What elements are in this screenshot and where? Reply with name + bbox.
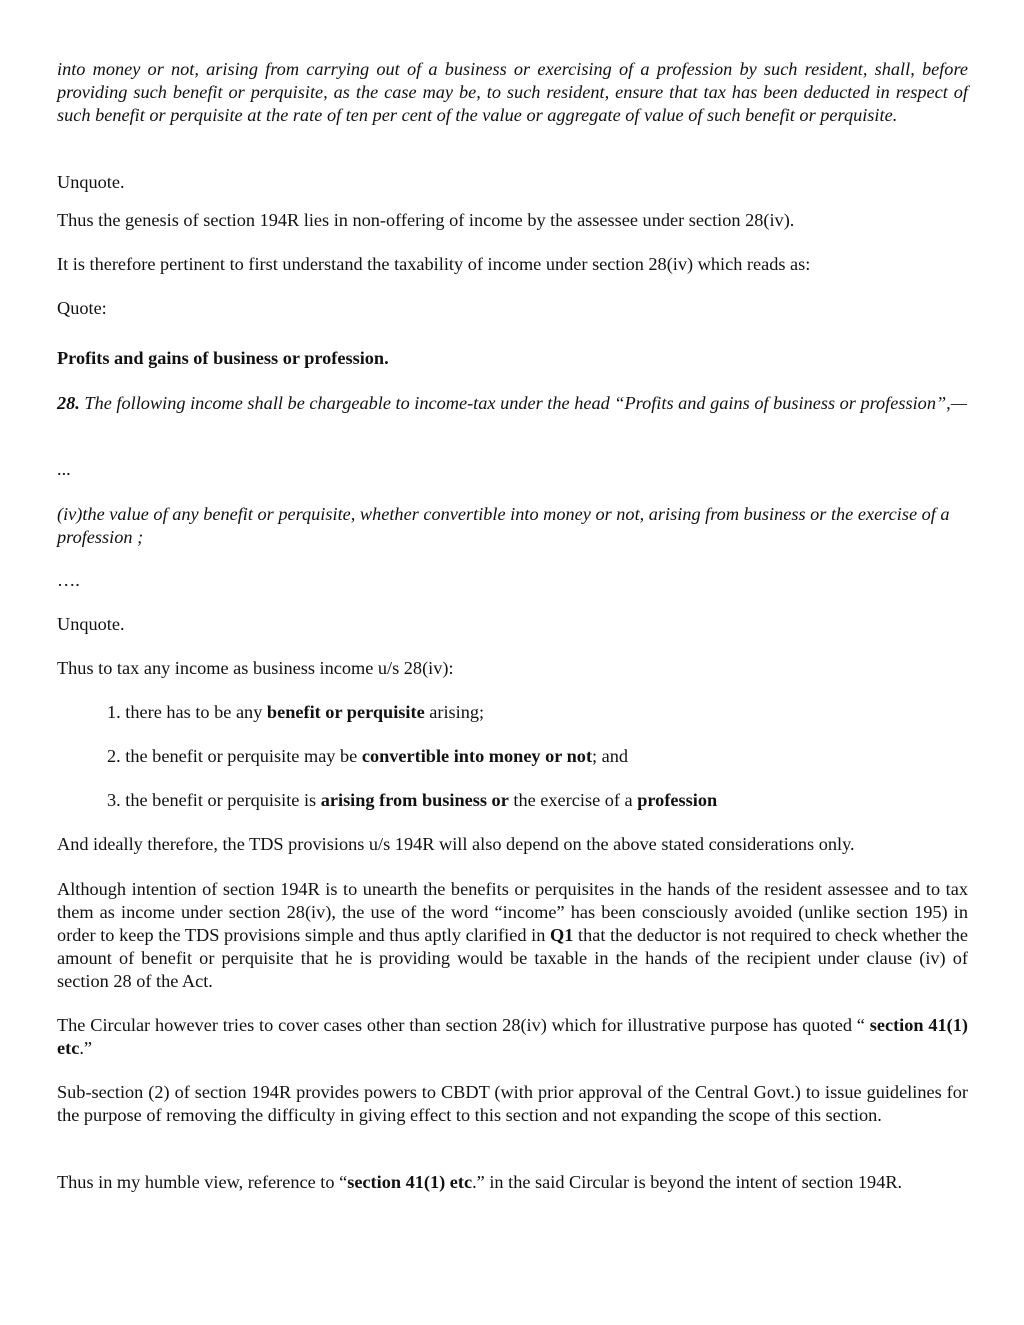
- section-28-paragraph: [57, 392, 968, 415]
- humble-view-paragraph: Thus in my humble view, reference to “section 41(1) etc.” in the said Circular is beyond the intent of section 194R.: [57, 1172, 903, 1192]
- condition-item-3: 3. the benefit or perquisite is arising from business or the exercise of a profession: [107, 790, 718, 810]
- section-number: 28.: [57, 393, 80, 413]
- clause-iv-paragraph: (iv)the value of any benefit or perquisite, whether convertible into money or not, arising from business or the exercise of a profession ;: [57, 504, 950, 547]
- intro-quote-paragraph: into money or not, arising from carrying out of a business or exercising of a profession by such resident, shall, before providing such benefit or perquisite, as the case may be, to such resident, ensure that tax has been deducted in respect of such benefit or perquisite at the rate of ten per cent of the value or aggregate of value of such benefit or perquisite.: [57, 59, 968, 125]
- circular-paragraph: The Circular however tries to cover cases other than section 28(iv) which for illustrative purpose has quoted “ section 41(1) etc.”: [57, 1015, 968, 1058]
- unquote-label: Unquote.: [57, 614, 125, 634]
- subsection-paragraph: Sub-section (2) of section 194R provides powers to CBDT (with prior approval of the Central Govt.) to issue guidelines for the purpose of removing the difficulty in giving effect to this section and not expanding the scope of this section.: [57, 1082, 968, 1125]
- although-paragraph: Although intention of section 194R is to unearth the benefits or perquisites in the hands of the resident assessee and to tax them as income under section 28(iv), the use of the word “income” has been consciously avoided (unlike section 195) in order to keep the TDS provisions simple and thus aptly clarified in Q1 that the deductor is not required to check whether the amount of benefit or perquisite that he is providing would be taxable in the hands of the recipient under clause (iv) of section 28 of the Act.: [57, 879, 968, 991]
- ideally-paragraph: And ideally therefore, the TDS provisions u/s 194R will also depend on the above stated considerations only.: [57, 834, 855, 854]
- pertinent-paragraph: It is therefore pertinent to first understand the taxability of income under section 28(iv) which reads as:: [57, 254, 811, 274]
- genesis-paragraph: Thus the genesis of section 194R lies in non-offering of income by the assessee under section 28(iv).: [57, 210, 795, 230]
- section-heading: [57, 347, 968, 370]
- thus-tax-paragraph: Thus to tax any income as business income u/s 28(iv):: [57, 658, 454, 678]
- section-28-text: The following income shall be chargeable to income-tax under the head “Profits and gains of business or profession”,—: [79, 393, 967, 413]
- condition-item-1: 1. there has to be any benefit or perquisite arising;: [107, 702, 485, 722]
- heading-text: Profits and gains of business or profession.: [57, 348, 389, 368]
- ellipsis: ...: [57, 459, 71, 479]
- unquote-label: Unquote.: [57, 172, 125, 192]
- condition-item-2: 2. the benefit or perquisite may be convertible into money or not; and: [107, 746, 629, 766]
- quote-label: Quote:: [57, 298, 107, 318]
- ellipsis: ….: [57, 570, 80, 590]
